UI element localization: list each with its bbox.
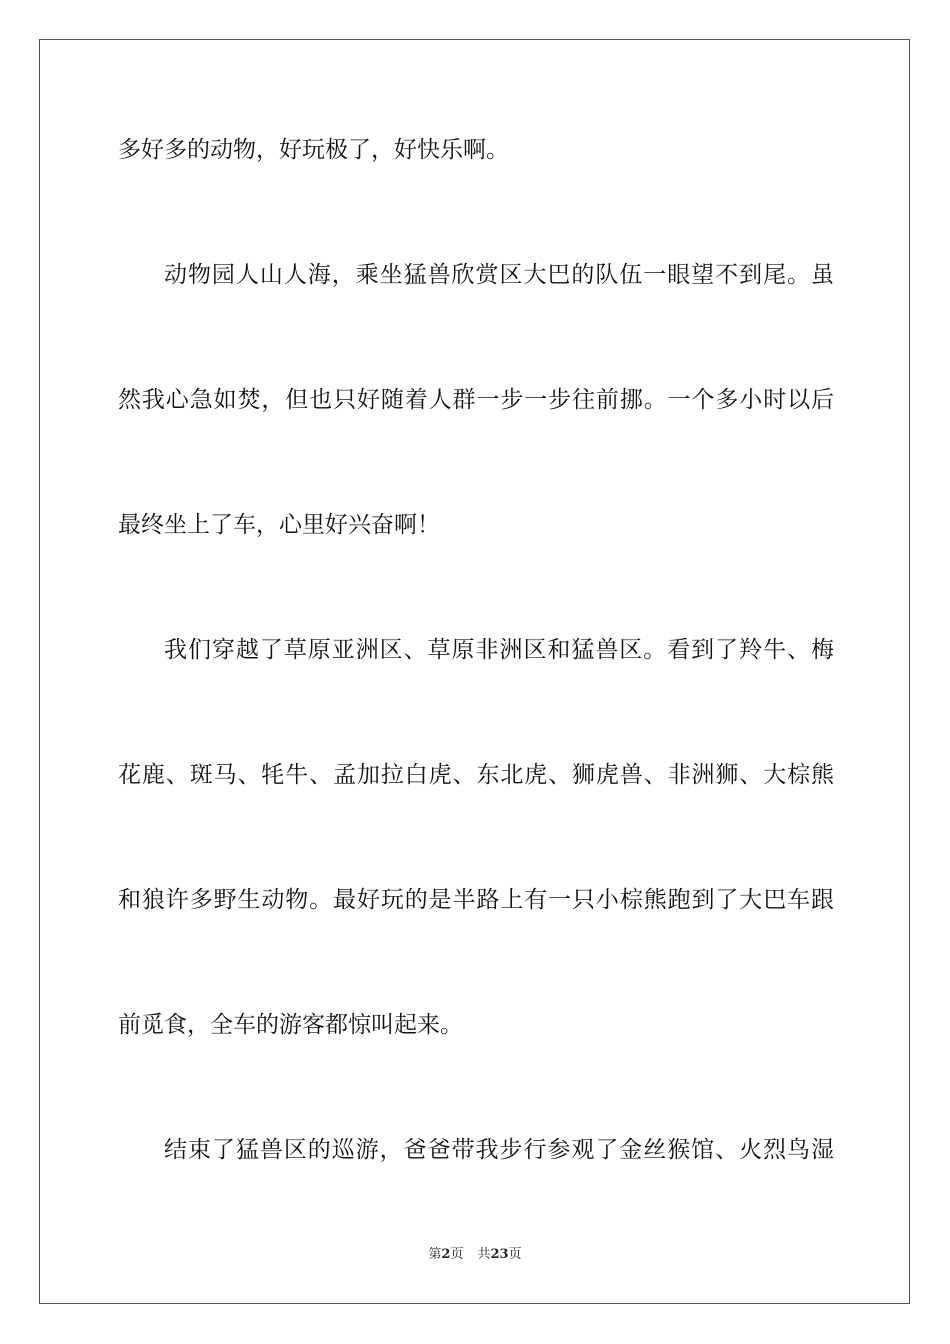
text-line: 前觅食，全车的游客都惊叫起来。 (118, 1012, 463, 1038)
text-line: 最终坐上了车，心里好兴奋啊！ (118, 512, 440, 538)
page-footer (0, 1246, 950, 1264)
text-line: 花鹿、斑马、牦牛、孟加拉白虎、东北虎、狮虎兽、非洲狮、大棕熊 (118, 762, 834, 788)
total-pages: 23 (490, 1247, 509, 1262)
text-line: 和狼许多野生动物。最好玩的是半路上有一只小棕熊跑到了大巴车跟 (118, 887, 834, 913)
text-line: 多好多的动物，好玩极了，好快乐啊。 (118, 137, 509, 163)
total-label-suffix: 页 (508, 1247, 522, 1262)
page-border (39, 39, 910, 1304)
page-label-prefix: 第 (428, 1247, 442, 1262)
text-line: 然我心急如焚，但也只好随着人群一步一步往前挪。一个多小时以后 (118, 387, 834, 413)
page-number: 2 (441, 1247, 451, 1262)
page-label-suffix: 页 (450, 1247, 464, 1262)
text-line: 动物园人山人海，乘坐猛兽欣赏区大巴的队伍一眼望不到尾。虽 (164, 262, 834, 288)
total-label-prefix: 共 (477, 1247, 491, 1262)
text-line: 我们穿越了草原亚洲区、草原非洲区和猛兽区。看到了羚牛、梅 (164, 637, 834, 663)
text-line: 结束了猛兽区的巡游，爸爸带我步行参观了金丝猴馆、火烈鸟湿 (164, 1137, 834, 1163)
